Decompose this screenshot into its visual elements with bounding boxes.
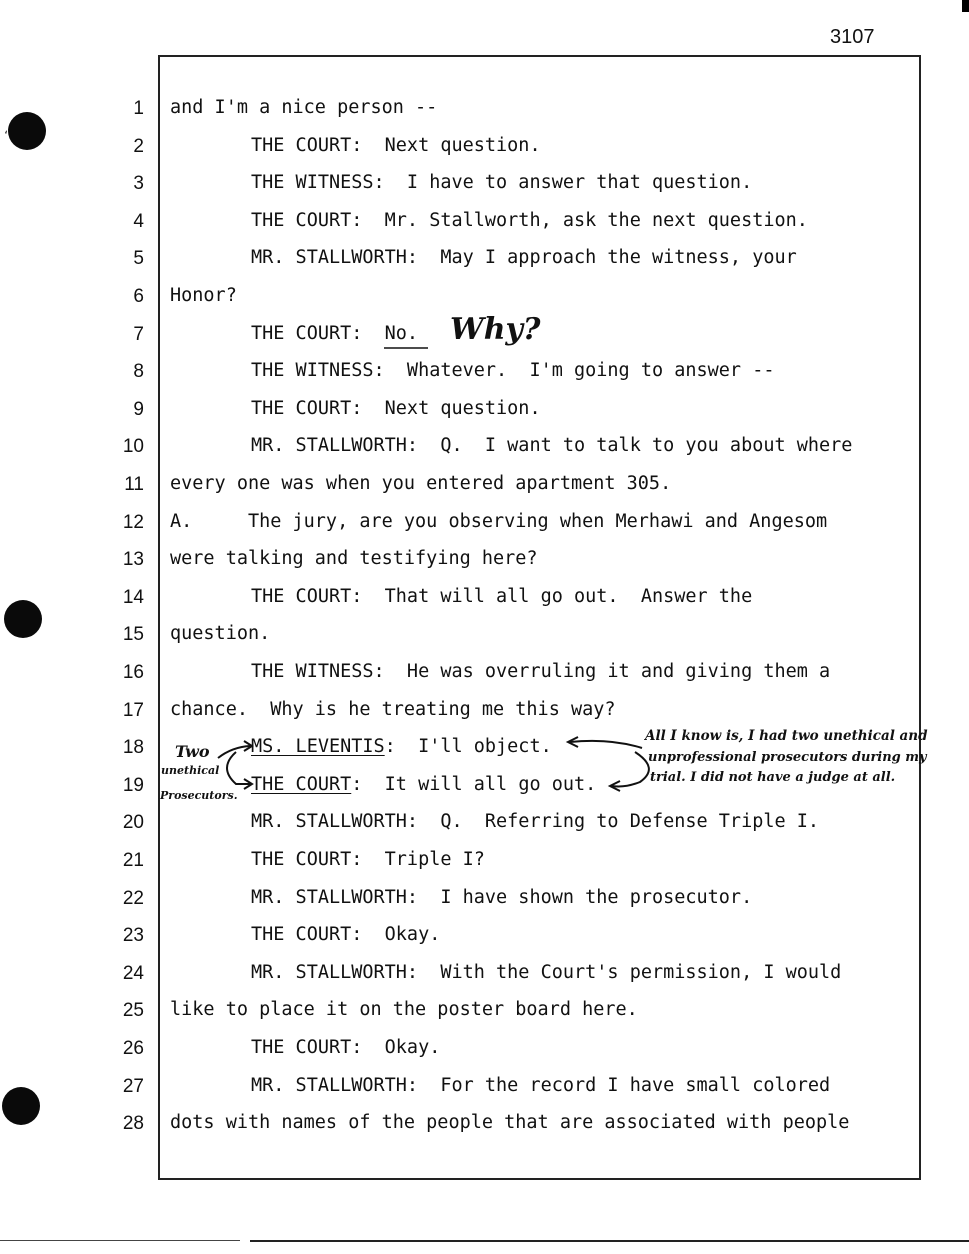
transcript-line: like to place it on the poster board here. [170, 999, 638, 1021]
line-number: 15 [122, 624, 144, 646]
handwritten-right-note-line-2: unprofessional prosecutors during my [648, 750, 927, 765]
transcript-line: every one was when you entered apartment 305. [170, 473, 672, 494]
transcript-line: THE WITNESS: I have to answer that question. [251, 172, 753, 194]
transcript-line: THE WITNESS: He was overruling it and giving them a [251, 661, 831, 682]
line-number: 17 [122, 699, 144, 721]
transcript-line: THE WITNESS: Whatever. I'm going to answer -- [251, 360, 775, 382]
transcript-line: MR. STALLWORTH: For the record I have small colored [251, 1074, 831, 1096]
transcript-line: THE COURT: That will all go out. Answer the [251, 585, 753, 607]
line-number: 27 [122, 1075, 144, 1097]
line-number: 4 [133, 210, 144, 232]
transcript-line: THE COURT: Mr. Stallworth, ask the next question. [251, 209, 808, 231]
handwritten-why: Why? [450, 312, 541, 347]
handwritten-right-note-line-1: All I know is, I had two unethical and [645, 728, 928, 744]
line-number: 10 [122, 436, 144, 458]
line-number: 3 [133, 173, 144, 195]
line-number: 12 [122, 511, 144, 533]
line-number: 14 [122, 586, 144, 608]
transcript-line: THE COURT: No. [251, 322, 419, 344]
transcript-line: and I'm a nice person -- [170, 97, 438, 118]
transcript-line: THE COURT: Next question. [251, 134, 541, 156]
line-number: 22 [122, 887, 144, 909]
line-number: 19 [122, 774, 144, 796]
transcript-line: chance. Why is he treating me this way? [170, 698, 616, 720]
transcript-line: THE COURT: Okay. [251, 1037, 441, 1058]
line-number: 16 [122, 662, 144, 683]
transcript-line: THE COURT: Next question. [251, 397, 541, 419]
handwritten-right-note-line-3: trial. I did not have a judge at all. [650, 770, 896, 785]
line-number: 23 [122, 925, 144, 947]
transcript-line: MR. STALLWORTH: May I approach the witness, your [251, 247, 797, 269]
line-number: 25 [122, 1000, 144, 1022]
line-number: 26 [122, 1038, 144, 1059]
line-number: 11 [124, 474, 144, 495]
line-number: 6 [133, 286, 144, 307]
line-number: 2 [133, 135, 144, 157]
handwritten-left-note-line-3: Prosecutors. [160, 789, 238, 802]
line-number: 8 [133, 361, 144, 383]
line-number: 18 [122, 737, 144, 759]
transcript-line: dots with names of the people that are associated with people [170, 1112, 850, 1134]
transcript-line: were talking and testifying here? [170, 548, 538, 570]
underlined-speaker: THE COURT [251, 773, 352, 795]
transcript-line: MS. LEVENTIS: I'll object. [251, 736, 552, 758]
line-number: 20 [122, 812, 144, 834]
line-number: 21 [122, 850, 144, 871]
bottom-rule-right [250, 1240, 969, 1242]
transcript-line: Honor? [170, 285, 237, 306]
handwritten-left-note-line-1: Two [175, 742, 210, 761]
transcript-line: THE COURT: Triple I? [251, 849, 485, 870]
line-number: 7 [133, 323, 144, 345]
transcript-line: THE COURT: It will all go out. [251, 773, 597, 795]
transcript-line: THE COURT: Okay. [251, 924, 441, 946]
transcript-line: A. The jury, are you observing when Merhawi and Angesom [170, 510, 828, 532]
line-number: 9 [133, 398, 144, 420]
transcript-line: MR. STALLWORTH: Q. I want to talk to you about where [251, 435, 853, 457]
line-number: 13 [122, 549, 144, 571]
line-number: 1 [133, 98, 144, 119]
transcript-line: MR. STALLWORTH: I have shown the prosecutor. [251, 886, 753, 908]
line-number: 5 [133, 248, 144, 270]
line-number: 24 [122, 962, 144, 984]
transcript-line: MR. STALLWORTH: With the Court's permission, I would [251, 961, 842, 983]
transcript-line: MR. STALLWORTH: Q. Referring to Defense Triple I. [251, 811, 820, 833]
line-number: 28 [122, 1113, 144, 1135]
bottom-rule-left [0, 1240, 240, 1241]
transcript-line: question. [170, 623, 271, 645]
page-number: 3107 [830, 26, 875, 48]
handwritten-left-note-line-2: unethical [161, 764, 220, 777]
stray-mark: ʻ [3, 130, 10, 141]
underlined-speaker: MS. LEVENTIS [251, 736, 385, 758]
